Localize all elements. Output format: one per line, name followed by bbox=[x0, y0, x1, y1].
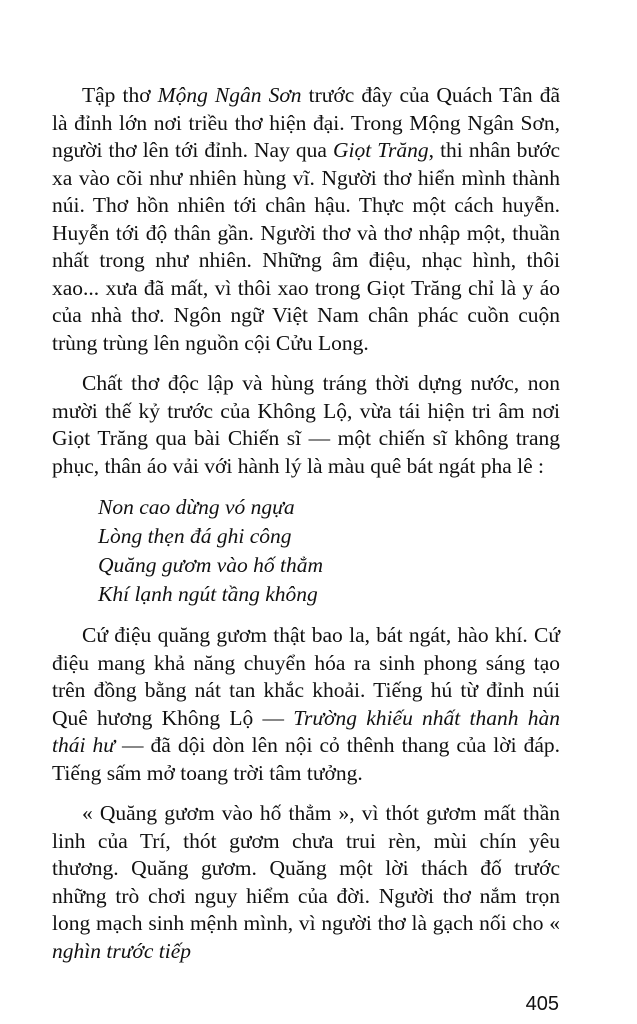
quote-verse: Trường khiếu nhất thanh hàn thái hư bbox=[52, 705, 560, 757]
paragraph-2: Chất thơ độc lập và hùng tráng thời dựng nước, non mười thế kỷ trước của Không Lộ, vừa tái hiện tri âm nơi Giọt Trăng qua bài Chiến sĩ — một chiến sĩ không trang phục, thân áo vải với hành lý là màu quê bát ngát pha lê : bbox=[52, 371, 560, 478]
verse-line: Non cao dừng vó ngựa bbox=[98, 495, 295, 519]
paragraph-3 bbox=[52, 622, 560, 787]
page-number: 405 bbox=[525, 993, 559, 1015]
book-title-giot-trang: Giọt Trăng bbox=[332, 138, 429, 162]
text-span: trước đây của Quách Tân đã là đỉnh lớn nơi triều thơ hiện đại. Trong Mộng Ngân Sơn, người thơ lên tới đỉnh. Nay qua bbox=[52, 83, 560, 162]
text-span: « Quăng gươm vào hố thẳm », vì thót gươm mất thần linh của Trí, thót gươm chưa trui rèn, mùi chín yêu thương. Quăng gươm. Quăng một lời thách đố trước những trò chơi nguy hiểm của đời. Người thơ nắm trọn long mạch sinh mệnh mình, vì người thơ là gạch nối cho « bbox=[52, 801, 560, 935]
text-span: Tập thơ bbox=[82, 83, 158, 107]
paragraph-4 bbox=[52, 800, 560, 965]
verse-line: Lòng thẹn đá ghi công bbox=[98, 524, 292, 548]
text-span: — đã dội dòn lên nội cỏ thênh thang của lời đáp. Tiếng sấm mở toang trời tâm tưởng. bbox=[52, 733, 560, 785]
paragraph-1 bbox=[52, 82, 560, 357]
text-span: Cứ điệu quăng gươm thật bao la, bát ngát, hào khí. Cứ điệu mang khả năng chuyển hóa ra sinh phong sáng tạo trên đồng bằng nát tan khắc khoải. Tiếng hú từ đỉnh núi Quê hương Không Lộ — bbox=[52, 623, 560, 730]
book-title-mong-ngan-son: Mộng Ngân Sơn bbox=[157, 83, 302, 107]
text-span: , thi nhân bước xa vào cõi như nhiên hùng vĩ. Người thơ hiển mình thành núi. Thơ hồn nhiên tới chân hậu. Thực một cách huyễn. Huyễn tới độ thân gần. Người thơ và thơ nhập một, thuần nhất trong như nhiên. Những âm điệu, nhạc hình, thôi xao... xưa đã mất, vì thôi xao trong Giọt Trăng chỉ là y áo của nhà thơ. Ngôn ngữ Việt Nam chân phác cuồn cuộn trùng trùng lên nguồn cội Cửu Long. bbox=[52, 138, 560, 355]
poem-verse bbox=[98, 493, 560, 609]
quote-fragment: nghìn trước tiếp bbox=[52, 938, 192, 963]
verse-line: Quăng gươm vào hố thẳm bbox=[98, 553, 324, 577]
verse-line: Khí lạnh ngút tầng không bbox=[98, 582, 318, 606]
page-body bbox=[52, 82, 560, 965]
